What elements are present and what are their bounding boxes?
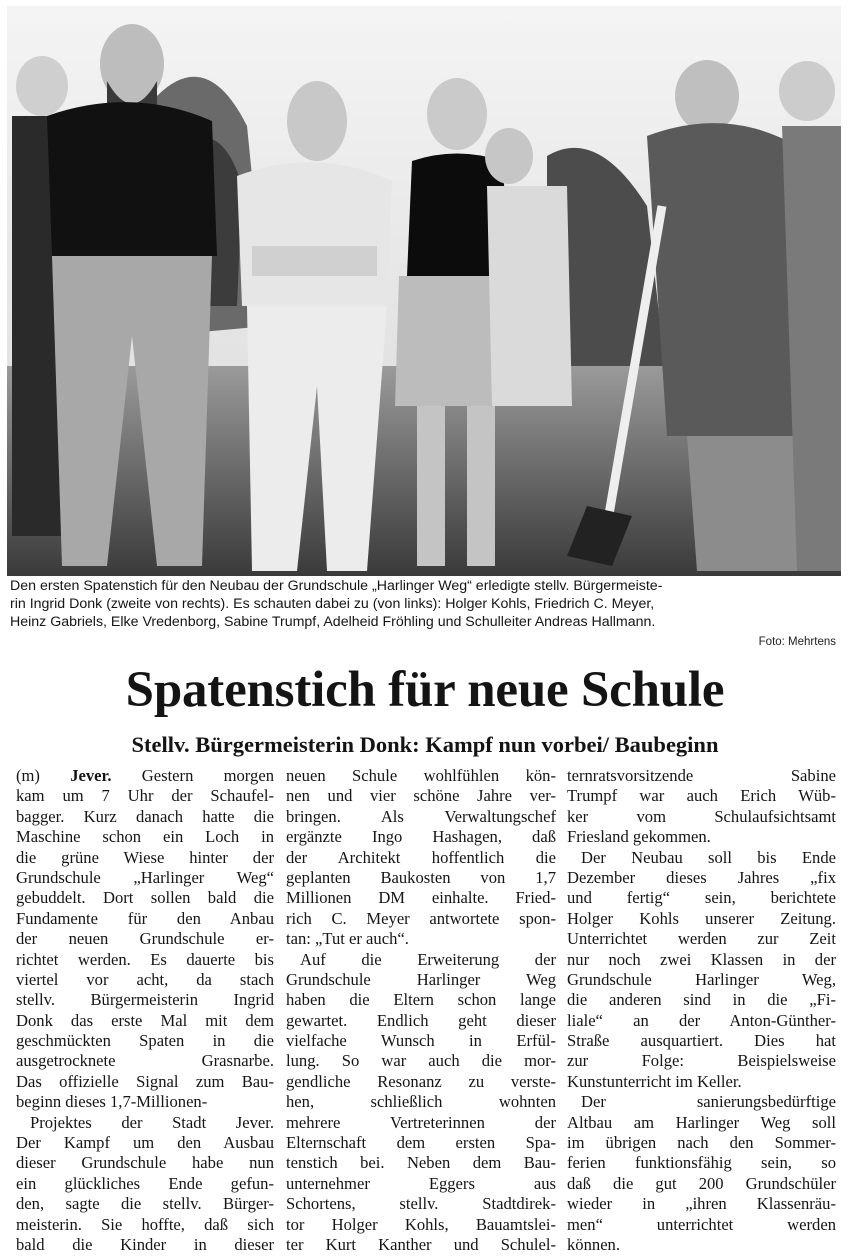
text-line: Fundamente für den Anbau bbox=[16, 908, 274, 928]
text-line: der neuen Grundschule er- bbox=[16, 929, 274, 949]
text-line: Auf die Erweiterung der bbox=[300, 949, 556, 969]
text-line: ter Kurt Kanther und Schulel- bbox=[286, 1234, 556, 1254]
text-line: viertel vor acht, da stach bbox=[16, 969, 274, 989]
text-line: Kunstunterricht im Keller. bbox=[567, 1071, 742, 1091]
text-line: die anderen sind in die „Fi- bbox=[567, 990, 836, 1010]
text-line: bringen. Als Verwaltungschef bbox=[286, 806, 556, 826]
text-line: gewartet. Endlich geht dieser bbox=[286, 1010, 556, 1030]
caption-line: Heinz Gabriels, Elke Vredenborg, Sabine Trumpf, Adelheid Fröhling und Schulleiter Andreas Hallmann. bbox=[10, 614, 656, 630]
text-line: Holger Kohls unserer Zeitung. bbox=[567, 908, 836, 928]
article-headline: Spatenstich für neue Schule bbox=[125, 662, 725, 718]
text-line: Grundschule Harlinger Weg bbox=[286, 969, 556, 989]
lead-place: Jever. bbox=[70, 766, 112, 785]
text-line: im übrigen nach den Sommer- bbox=[567, 1133, 836, 1153]
photo-illustration bbox=[7, 6, 841, 576]
text-line: rich C. Meyer antwortete spon- bbox=[286, 908, 556, 928]
text-line: tenstich bei. Neben dem Bau- bbox=[286, 1153, 556, 1173]
text-line: Friesland gekommen. bbox=[567, 827, 711, 847]
text-line: Der Neubau soll bis Ende bbox=[581, 847, 836, 867]
article-lead-line bbox=[16, 766, 274, 786]
text-line: Unterrichtet werden zur Zeit bbox=[567, 929, 836, 949]
text-line: ferien funktionsfähig sein, so bbox=[567, 1153, 836, 1173]
text-line: tor Holger Kohls, Bauamtslei- bbox=[286, 1214, 556, 1234]
text-line: haben die Eltern schon lange bbox=[286, 990, 556, 1010]
text-line: Donk das erste Mal mit dem bbox=[16, 1010, 274, 1030]
text-line: unternehmer Eggers aus bbox=[286, 1173, 556, 1193]
text-line: bagger. Kurz danach hatte die bbox=[16, 806, 274, 826]
text-line: Schortens, stellv. Stadtdirek- bbox=[286, 1194, 556, 1214]
text-line: gendliche Resonanz zu verste- bbox=[286, 1071, 556, 1091]
text-line: dieser Grundschule habe nun bbox=[16, 1153, 274, 1173]
text-line: ker vom Schulaufsichtsamt bbox=[567, 806, 836, 826]
text-line: Straße ausquartiert. Dies hat bbox=[567, 1031, 836, 1051]
text-line: vielfache Wunsch in Erfül- bbox=[286, 1031, 556, 1051]
text-line: ergänzte Ingo Hashagen, daß bbox=[286, 827, 556, 847]
text-line: gebuddelt. Dort sollen bald die bbox=[16, 888, 274, 908]
text-line: bald die Kinder in dieser bbox=[16, 1234, 274, 1254]
text-line: Millionen DM einhalte. Fried- bbox=[286, 888, 556, 908]
text-line: mehrere Vertreterinnen der bbox=[286, 1112, 556, 1132]
article-column-2 bbox=[286, 766, 556, 1255]
text-line: Maschine schon ein Loch in bbox=[16, 827, 274, 847]
article-subheadline: Stellv. Bürgermeisterin Donk: Kampf nun vorbei/ Baubeginn bbox=[131, 732, 719, 757]
news-photo bbox=[7, 6, 841, 576]
text-line: wieder in „ihren Klassenräu- bbox=[567, 1194, 836, 1214]
text-line: Projektes der Stadt Jever. bbox=[30, 1112, 274, 1132]
text-line: richtet werden. Es dauerte bis bbox=[16, 949, 274, 969]
text-line: stellv. Bürgermeisterin Ingrid bbox=[16, 990, 274, 1010]
text-line: Altbau am Harlinger Weg soll bbox=[567, 1112, 836, 1132]
article-column-1 bbox=[16, 766, 274, 1255]
text-line: die grüne Wiese hinter der bbox=[16, 847, 274, 867]
text-line: geschmückten Spaten in die bbox=[16, 1031, 274, 1051]
text-line: der Architekt hoffentlich die bbox=[286, 847, 556, 867]
text-line: Dezember dieses Jahres „fix bbox=[567, 867, 836, 887]
article-column-3 bbox=[567, 766, 836, 1255]
text-line: und fertig“ sein, berichtete bbox=[567, 888, 836, 908]
text-line: Trumpf war auch Erich Wüb- bbox=[567, 786, 836, 806]
text-line: Das offizielle Signal zum Bau- bbox=[16, 1071, 274, 1091]
text-line: hen, schließlich wohnten bbox=[286, 1092, 556, 1112]
caption-line: rin Ingrid Donk (zweite von rechts). Es schauten dabei zu (von links): Holger Kohls, Friedrich C. Meyer, bbox=[10, 596, 655, 612]
caption-line: Den ersten Spatenstich für den Neubau der Grundschule „Harlinger Weg“ erledigte stellv. Bürgermeiste- bbox=[10, 578, 663, 594]
text-line: beginn dieses 1,7-Millionen- bbox=[16, 1092, 208, 1112]
text-line: Der sanierungsbedürftige bbox=[581, 1092, 836, 1112]
text-line: nur noch zwei Klassen in der bbox=[567, 949, 836, 969]
text-line: ausgetrocknete Grasnarbe. bbox=[16, 1051, 274, 1071]
text-line: nen und vier schöne Jahre ver- bbox=[286, 786, 556, 806]
text-line: können. bbox=[567, 1234, 620, 1254]
text-line: daß die gut 200 Grundschüler bbox=[567, 1173, 836, 1193]
text-line: kam um 7 Uhr der Schaufel- bbox=[16, 786, 274, 806]
lead-text: Gestern morgen bbox=[141, 766, 274, 785]
text-line: ternratsvorsitzende Sabine bbox=[567, 766, 836, 785]
text-line: tan: „Tut er auch“. bbox=[286, 929, 409, 949]
text-line: lung. So war auch die mor- bbox=[286, 1051, 556, 1071]
lead-prefix: (m) bbox=[16, 766, 40, 785]
text-line: Elternschaft dem ersten Spa- bbox=[286, 1133, 556, 1153]
photo-credit: Foto: Mehrtens bbox=[758, 636, 836, 648]
text-line: liale“ an der Anton-Günther- bbox=[567, 1010, 836, 1030]
text-line: men“ unterrichtet werden bbox=[567, 1214, 836, 1234]
text-line: meisterin. Sie hoffte, daß sich bbox=[16, 1214, 274, 1234]
text-line: Der Kampf um den Ausbau bbox=[16, 1133, 274, 1153]
text-line: den, sagte die stellv. Bürger- bbox=[16, 1194, 274, 1214]
text-line: zur Folge: Beispielsweise bbox=[567, 1051, 836, 1071]
text-line: geplanten Baukosten von 1,7 bbox=[286, 867, 556, 887]
text-line: ein glückliches Ende gefun- bbox=[16, 1173, 274, 1193]
photo-caption bbox=[10, 577, 842, 631]
text-line: Grundschule „Harlinger Weg“ bbox=[16, 867, 274, 887]
text-line: Grundschule Harlinger Weg, bbox=[567, 969, 836, 989]
text-line: neuen Schule wohlfühlen kön- bbox=[286, 766, 556, 785]
